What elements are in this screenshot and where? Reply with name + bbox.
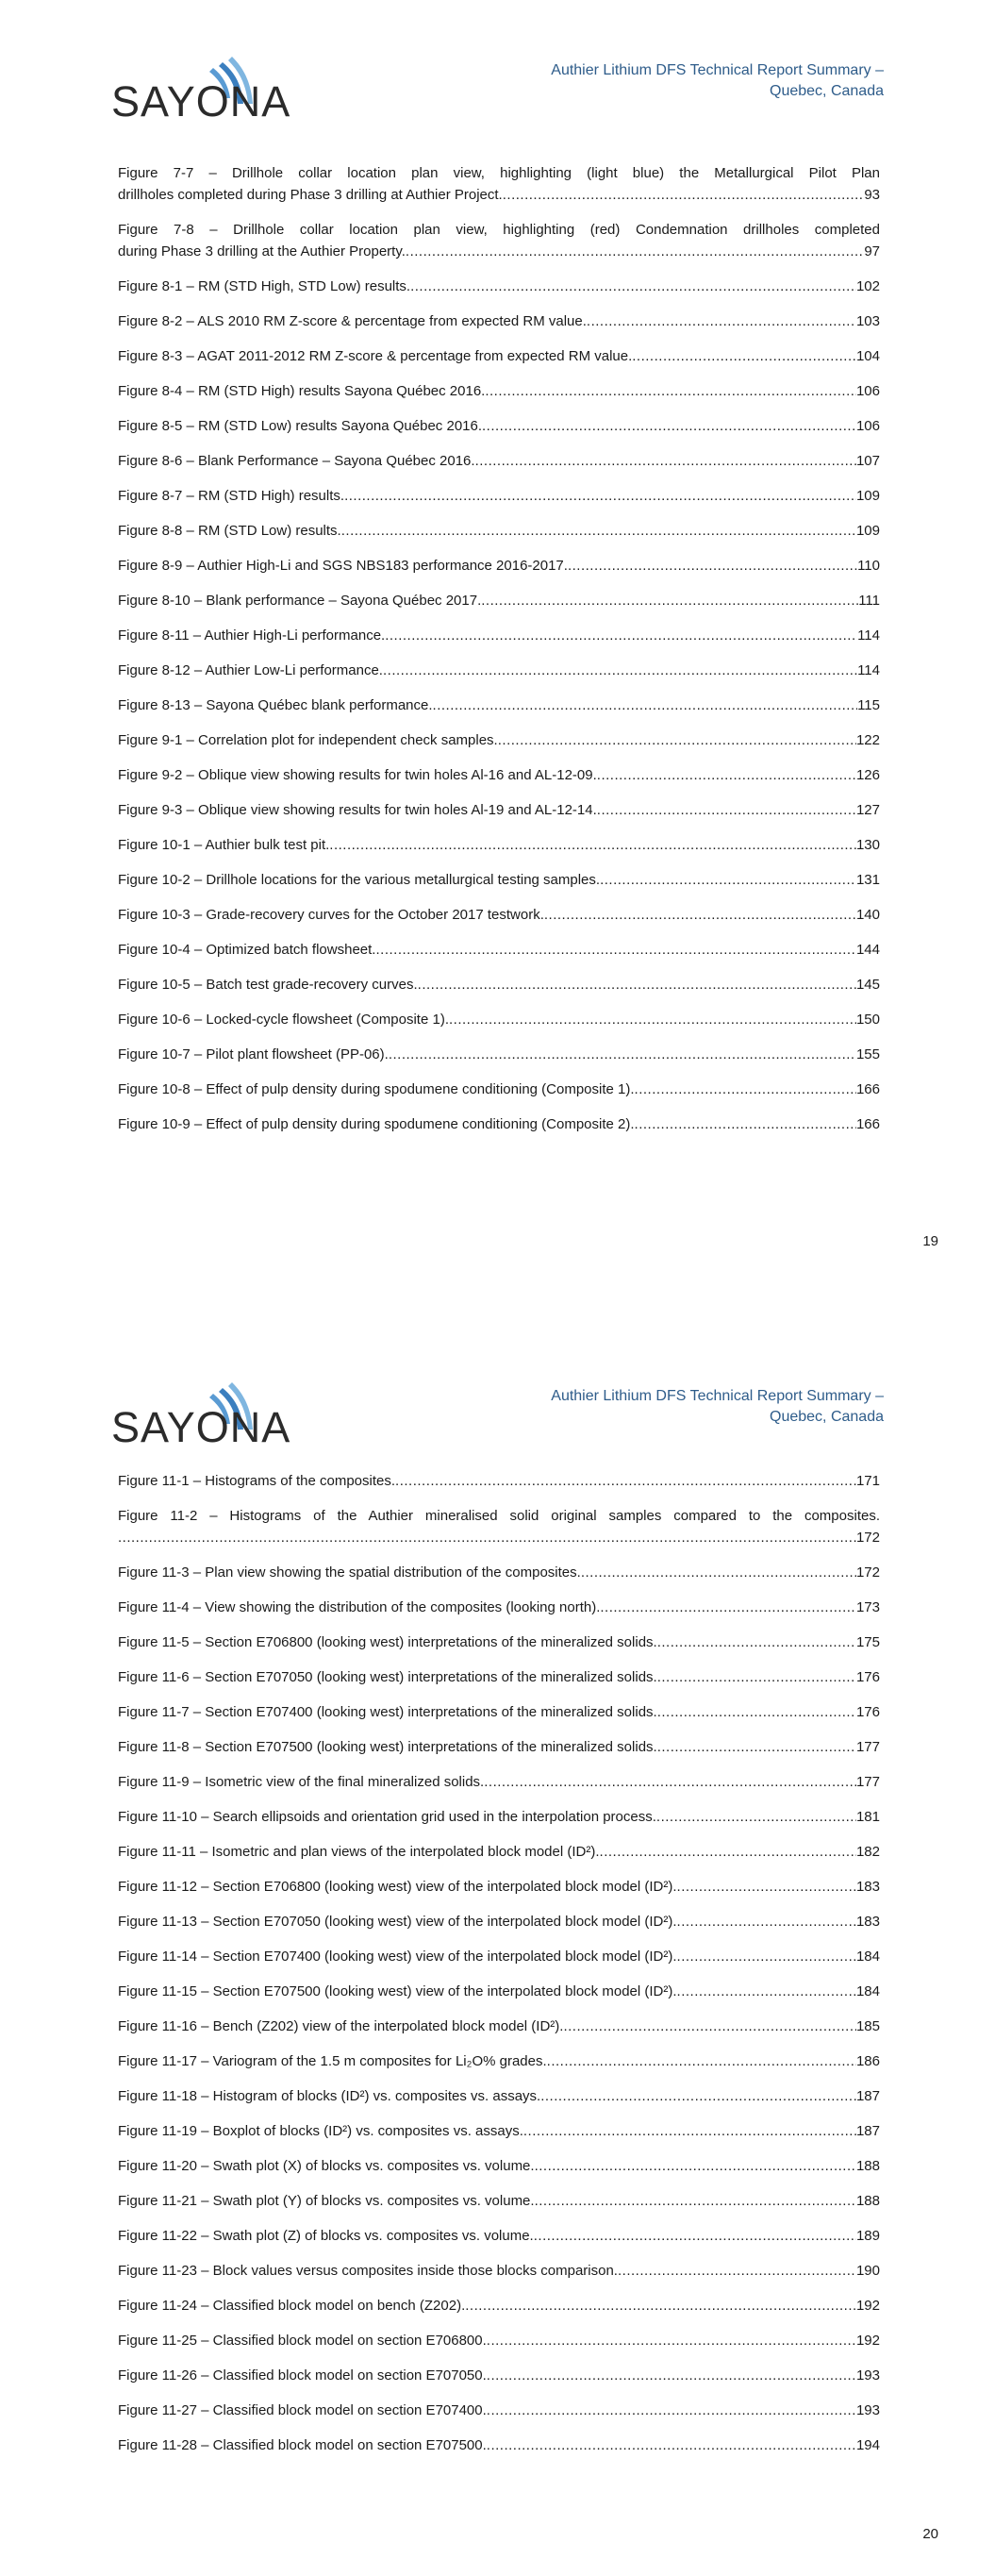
toc-entry-page: 131 <box>855 872 880 888</box>
toc-entry[interactable] <box>118 380 880 402</box>
toc-entry-label: Figure 9-1 – Correlation plot for independent check samples. <box>118 732 498 748</box>
toc-leader-dots <box>383 660 857 681</box>
page-number: 19 <box>922 1233 938 1249</box>
toc-entry-label: Figure 11-13 – Section E707050 (looking west) view of the interpolated block model (ID²). <box>118 1914 677 1930</box>
toc-leader-dots <box>329 834 856 856</box>
toc-entry-label: Figure 11-17 – Variogram of the 1.5 m composites for Li₂O% grades. <box>118 2053 547 2069</box>
toc-entry[interactable] <box>118 415 880 437</box>
toc-leader-dots <box>395 1470 856 1492</box>
toc-entry[interactable] <box>118 2434 880 2456</box>
toc-entry-page: 188 <box>855 2158 880 2174</box>
toc-entry[interactable] <box>118 555 880 577</box>
toc-leader-dots <box>597 764 856 786</box>
toc-entry-page: 192 <box>855 2333 880 2349</box>
toc-entry[interactable] <box>118 1701 880 1723</box>
toc-entry-label: Figure 8-6 – Blank Performance – Sayona Québec 2016. <box>118 453 475 469</box>
toc-entry-label: Figure 11-12 – Section E706800 (looking west) view of the interpolated block model (ID²). <box>118 1879 677 1895</box>
toc-entry[interactable] <box>118 2330 880 2351</box>
toc-entry-page: 189 <box>855 2228 880 2244</box>
toc-entry[interactable] <box>118 345 880 367</box>
toc-entry-label: Figure 11-28 – Classified block model on section E707500. <box>118 2437 487 2453</box>
toc-leader-dots <box>341 520 856 542</box>
toc-entry[interactable] <box>118 764 880 786</box>
toc-leader-dots <box>484 1771 856 1793</box>
toc-entry[interactable] <box>118 904 880 926</box>
toc-entry-page: 187 <box>855 2123 880 2139</box>
toc-entry-label: Figure 8-11 – Authier High-Li performance. <box>118 627 386 644</box>
toc-leader-dots <box>389 1044 856 1065</box>
report-page-20 <box>0 1326 995 2576</box>
toc-entry-page: 166 <box>855 1116 880 1132</box>
toc-leader-dots <box>449 1009 856 1030</box>
toc-entry[interactable] <box>118 2225 880 2247</box>
toc-entry-page: 176 <box>855 1704 880 1720</box>
toc-entry-label: Figure 8-2 – ALS 2010 RM Z-score & percentage from expected RM value. <box>118 313 587 329</box>
toc-entry-page: 106 <box>855 418 880 434</box>
toc-entry-label: Figure 10-2 – Drillhole locations for the various metallurgical testing samples. <box>118 872 601 888</box>
toc-entry[interactable] <box>118 1470 880 1492</box>
toc-leader-dots <box>635 1113 856 1135</box>
toc-leader-dots <box>544 904 856 926</box>
toc-entry-page: 102 <box>855 278 880 294</box>
toc-leader-dots <box>523 2120 856 2142</box>
toc-entry[interactable] <box>118 2295 880 2317</box>
toc-entry-label: Figure 11-23 – Block values versus composites inside those blocks comparison. <box>118 2263 618 2279</box>
toc-leader-dots <box>677 1876 856 1898</box>
toc-entry-label: Figure 11-21 – Swath plot (Y) of blocks vs. composites vs. volume. <box>118 2193 535 2209</box>
toc-entry[interactable] <box>118 799 880 821</box>
toc-leader-dots <box>487 2330 856 2351</box>
page-number: 20 <box>922 2526 938 2542</box>
toc-entry[interactable] <box>118 1771 880 1793</box>
toc-entry-page: 107 <box>855 453 880 469</box>
toc-entry[interactable] <box>118 2050 880 2072</box>
toc-leader-dots <box>581 1562 856 1583</box>
toc-entry-page: 187 <box>855 2088 880 2104</box>
toc-entry[interactable] <box>118 2016 880 2037</box>
toc-leader-dots <box>677 1946 856 1967</box>
toc-entry-label: Figure 11-26 – Classified block model on section E707050. <box>118 2367 487 2384</box>
toc-entry[interactable] <box>118 520 880 542</box>
toc-leader-dots <box>485 380 856 402</box>
toc-entry-label: Figure 9-3 – Oblique view showing results for twin holes Al-19 and AL-12-14. <box>118 802 597 818</box>
figure-list <box>118 1470 880 2469</box>
toc-entry-page: 110 <box>857 558 880 574</box>
toc-entry-page: 182 <box>855 1844 880 1860</box>
toc-entry[interactable] <box>118 1631 880 1653</box>
toc-entry-label: Figure 8-1 – RM (STD High, STD Low) results. <box>118 278 411 294</box>
toc-entry-page: 155 <box>855 1046 880 1062</box>
toc-entry-label: Figure 11-16 – Bench (Z202) view of the interpolated block model (ID²). <box>118 2018 564 2034</box>
toc-leader-dots <box>657 1631 856 1653</box>
report-header-title: Authier Lithium DFS Technical Report Summary – Quebec, Canada <box>551 62 884 99</box>
toc-entry-label: Figure 10-8 – Effect of pulp density during spodumene conditioning (Composite 1). <box>118 1081 635 1097</box>
toc-entry-label: Figure 9-2 – Oblique view showing results for twin holes Al-16 and AL-12-09. <box>118 767 597 783</box>
toc-entry-page: 166 <box>855 1081 880 1097</box>
toc-entry-label: Figure 11-7 – Section E707400 (looking west) interpretations of the mineralized solids. <box>118 1704 657 1720</box>
toc-entry-label: Figure 11-11 – Isometric and plan views of the interpolated block model (ID²). <box>118 1844 600 1860</box>
toc-entry-page: 126 <box>855 767 880 783</box>
toc-entry-page: 144 <box>855 942 880 958</box>
toc-leader-dots <box>344 485 856 507</box>
sayona-logo <box>111 1380 291 1451</box>
toc-entry-label: Figure 10-5 – Batch test grade-recovery curves. <box>118 977 418 993</box>
toc-entry-label: Figure 11-15 – Section E707500 (looking west) view of the interpolated block model (ID²). <box>118 1983 677 1999</box>
logo-text: SAYONA <box>111 77 291 125</box>
toc-leader-dots <box>600 869 856 891</box>
toc-leader-dots <box>632 345 856 367</box>
sayona-logo <box>111 55 291 125</box>
toc-entry[interactable] <box>118 834 880 856</box>
toc-leader-dots <box>475 450 856 472</box>
toc-entry-page: 103 <box>855 313 880 329</box>
figure-list <box>118 162 880 1148</box>
toc-entry-label: Figure 11-1 – Histograms of the composites. <box>118 1473 396 1489</box>
toc-entry-label: Figure 11-24 – Classified block model on bench (Z202). <box>118 2298 466 2314</box>
toc-entry-label: Figure 8-4 – RM (STD High) results Sayona Québec 2016. <box>118 383 486 399</box>
toc-entry-page: 145 <box>855 977 880 993</box>
toc-entry-page: 172 <box>855 1564 880 1581</box>
toc-entry[interactable] <box>118 1597 880 1618</box>
report-header-title: Authier Lithium DFS Technical Report Summary – Quebec, Canada <box>551 1388 884 1425</box>
toc-entry-label: Figure 10-7 – Pilot plant flowsheet (PP-06). <box>118 1046 389 1062</box>
toc-leader-dots <box>677 1911 856 1932</box>
toc-leader-dots <box>418 974 856 995</box>
toc-entry-label: Figure 11-4 – View showing the distribution of the composites (looking north). <box>118 1599 601 1615</box>
toc-leader-dots <box>487 2434 856 2456</box>
toc-entry[interactable] <box>118 1736 880 1758</box>
toc-entry[interactable] <box>118 276 880 297</box>
toc-entry-label: Figure 11-8 – Section E707500 (looking west) interpretations of the mineralized solids. <box>118 1739 657 1755</box>
toc-leader-dots <box>535 2190 856 2212</box>
toc-entry-page: 115 <box>857 697 880 713</box>
toc-entry[interactable] <box>118 2260 880 2282</box>
toc-entry-page: 122 <box>855 732 880 748</box>
toc-entry[interactable] <box>118 1946 880 1967</box>
toc-entry-page: 114 <box>857 662 880 678</box>
toc-entry-label: Figure 10-9 – Effect of pulp density during spodumene conditioning (Composite 2). <box>118 1116 635 1132</box>
toc-entry[interactable] <box>118 1113 880 1135</box>
toc-entry[interactable] <box>118 450 880 472</box>
toc-entry-page: 171 <box>855 1473 880 1489</box>
toc-entry-page: 177 <box>855 1774 880 1790</box>
toc-entry-label: Figure 11-14 – Section E707400 (looking west) view of the interpolated block model (ID²). <box>118 1949 677 1965</box>
toc-entry-label: Figure 10-3 – Grade-recovery curves for the October 2017 testwork. <box>118 907 544 923</box>
toc-leader-dots <box>597 799 856 821</box>
toc-entry-page: 173 <box>855 1599 880 1615</box>
toc-entry-label: Figure 11-18 – Histogram of blocks (ID²) vs. composites vs. assays. <box>118 2088 541 2104</box>
toc-leader-dots <box>482 415 856 437</box>
toc-entry[interactable] <box>118 2155 880 2177</box>
toc-leader-dots <box>433 694 858 716</box>
toc-entry[interactable] <box>118 1911 880 1932</box>
toc-leader-dots <box>534 2225 856 2247</box>
toc-leader-dots <box>657 1666 856 1688</box>
toc-entry-page: 106 <box>855 383 880 399</box>
toc-entry-page: 190 <box>855 2263 880 2279</box>
toc-entry-label: Figure 8-5 – RM (STD Low) results Sayona Québec 2016. <box>118 418 483 434</box>
toc-entry-page: 175 <box>855 1634 880 1650</box>
toc-entry[interactable] <box>118 729 880 751</box>
toc-leader-dots <box>600 1841 856 1863</box>
toc-entry[interactable] <box>118 1666 880 1688</box>
toc-entry-page: 109 <box>855 523 880 539</box>
toc-entry-page: 193 <box>855 2367 880 2384</box>
toc-entry-label: Figure 11-19 – Boxplot of blocks (ID²) vs. composites vs. assays. <box>118 2123 523 2139</box>
toc-entry[interactable] <box>118 1562 880 1583</box>
toc-entry-page: 183 <box>855 1879 880 1895</box>
toc-entry-label: Figure 11-22 – Swath plot (Z) of blocks vs. composites vs. volume. <box>118 2228 534 2244</box>
toc-leader-dots <box>656 1806 856 1828</box>
toc-entry-page: 184 <box>855 1949 880 1965</box>
toc-leader-dots <box>385 625 857 646</box>
toc-entry-label: Figure 8-7 – RM (STD High) results. <box>118 488 345 504</box>
report-page-19 <box>0 0 995 1283</box>
toc-entry-label: Figure 8-12 – Authier Low-Li performance. <box>118 662 383 678</box>
toc-entry[interactable]: Figure 7-8 – Drillhole collar location plan view, highlighting (red) Condemnation drillholes completed during Phase 3 drilling at the Authier Property. ..... 97 <box>118 219 880 262</box>
toc-entry-label: Figure 11-3 – Plan view showing the spatial distribution of the composites. <box>118 1564 581 1581</box>
toc-entry-label: Figure 11-27 – Classified block model on section E707400. <box>118 2402 487 2418</box>
toc-entry[interactable] <box>118 485 880 507</box>
toc-entry[interactable]: Figure 11-2 – Histograms of the Authier mineralised solid original samples compared to the composites. ..... 172 <box>118 1505 880 1548</box>
toc-entry-page: 127 <box>855 802 880 818</box>
toc-leader-dots <box>563 2016 856 2037</box>
toc-leader-dots <box>657 1701 856 1723</box>
toc-entry-page: 140 <box>855 907 880 923</box>
toc-entry-label: Figure 8-10 – Blank performance – Sayona Québec 2017. <box>118 593 482 609</box>
toc-entry-label: Figure 11-20 – Swath plot (X) of blocks vs. composites vs. volume. <box>118 2158 535 2174</box>
toc-entry-page: 181 <box>855 1809 880 1825</box>
toc-entry-label: Figure 8-13 – Sayona Québec blank performance. <box>118 697 433 713</box>
toc-entry-page: 192 <box>855 2298 880 2314</box>
toc-entry-page: 114 <box>857 627 880 644</box>
toc-entry-page: 111 <box>858 593 880 609</box>
toc-entry-label: Figure 11-5 – Section E706800 (looking west) interpretations of the mineralized solids. <box>118 1634 657 1650</box>
toc-entry-label: Figure 10-4 – Optimized batch flowsheet. <box>118 942 376 958</box>
toc-entry-page: 176 <box>855 1669 880 1685</box>
toc-entry[interactable] <box>118 1981 880 2002</box>
toc-leader-dots <box>375 939 855 961</box>
toc-leader-dots <box>677 1981 856 2002</box>
toc-entry[interactable] <box>118 660 880 681</box>
toc-entry[interactable] <box>118 869 880 891</box>
toc-leader-dots <box>635 1079 856 1100</box>
toc-leader-dots <box>618 2260 856 2282</box>
toc-entry-page: 177 <box>855 1739 880 1755</box>
toc-entry[interactable] <box>118 1009 880 1030</box>
toc-leader-dots <box>498 729 856 751</box>
toc-entry-page: 184 <box>855 1983 880 1999</box>
toc-entry[interactable] <box>118 1806 880 1828</box>
toc-entry-label: Figure 11-25 – Classified block model on section E706800. <box>118 2333 487 2349</box>
toc-entry-page: 185 <box>855 2018 880 2034</box>
toc-leader-dots <box>481 590 858 611</box>
toc-leader-dots <box>535 2155 856 2177</box>
toc-entry[interactable] <box>118 2120 880 2142</box>
toc-leader-dots <box>540 2085 856 2107</box>
toc-entry-label: Figure 11-9 – Isometric view of the final mineralized solids. <box>118 1774 485 1790</box>
toc-leader-dots <box>568 555 857 577</box>
toc-entry-page: 183 <box>855 1914 880 1930</box>
toc-entry-page: 193 <box>855 2402 880 2418</box>
toc-entry-page: 150 <box>855 1012 880 1028</box>
toc-entry[interactable] <box>118 2365 880 2386</box>
toc-entry[interactable] <box>118 2085 880 2107</box>
toc-entry-page: 186 <box>855 2053 880 2069</box>
toc-entry-page: 194 <box>855 2437 880 2453</box>
toc-entry[interactable] <box>118 694 880 716</box>
toc-entry-label: Figure 11-10 – Search ellipsoids and orientation grid used in the interpolation process. <box>118 1809 656 1825</box>
toc-entry-label: Figure 8-8 – RM (STD Low) results. <box>118 523 341 539</box>
toc-entry-label: Figure 11-6 – Section E707050 (looking west) interpretations of the mineralized solids. <box>118 1669 657 1685</box>
toc-entry[interactable] <box>118 1841 880 1863</box>
toc-entry-label: Figure 8-3 – AGAT 2011-2012 RM Z-score & percentage from expected RM value. <box>118 348 633 364</box>
toc-entry[interactable] <box>118 974 880 995</box>
toc-entry[interactable] <box>118 939 880 961</box>
toc-entry-label: Figure 10-6 – Locked-cycle flowsheet (Composite 1). <box>118 1012 449 1028</box>
toc-entry-page: 109 <box>855 488 880 504</box>
toc-entry-page: 130 <box>855 837 880 853</box>
toc-entry[interactable]: Figure 7-7 – Drillhole collar location plan view, highlighting (light blue) the Metallurgical Pilot Plan drillholes completed during Phase 3 drilling at Authier Project. ..... 93 <box>118 162 880 206</box>
toc-leader-dots <box>657 1736 856 1758</box>
toc-leader-dots <box>487 2400 856 2421</box>
toc-leader-dots <box>600 1597 856 1618</box>
toc-leader-dots <box>487 2365 856 2386</box>
toc-entry[interactable] <box>118 2190 880 2212</box>
toc-entry-label: Figure 10-1 – Authier bulk test pit. <box>118 837 330 853</box>
toc-entry-page: 188 <box>855 2193 880 2209</box>
toc-leader-dots <box>587 310 856 332</box>
toc-entry[interactable] <box>118 1876 880 1898</box>
toc-entry[interactable] <box>118 590 880 611</box>
toc-entry-label: Figure 8-9 – Authier High-Li and SGS NBS183 performance 2016-2017. <box>118 558 568 574</box>
toc-entry[interactable] <box>118 1079 880 1100</box>
toc-leader-dots <box>547 2050 856 2072</box>
toc-entry[interactable] <box>118 625 880 646</box>
toc-entry[interactable] <box>118 2400 880 2421</box>
toc-entry-page: 104 <box>855 348 880 364</box>
toc-entry[interactable] <box>118 1044 880 1065</box>
toc-leader-dots <box>410 276 856 297</box>
toc-leader-dots <box>465 2295 856 2317</box>
toc-entry[interactable] <box>118 310 880 332</box>
logo-text: SAYONA <box>111 1403 291 1451</box>
